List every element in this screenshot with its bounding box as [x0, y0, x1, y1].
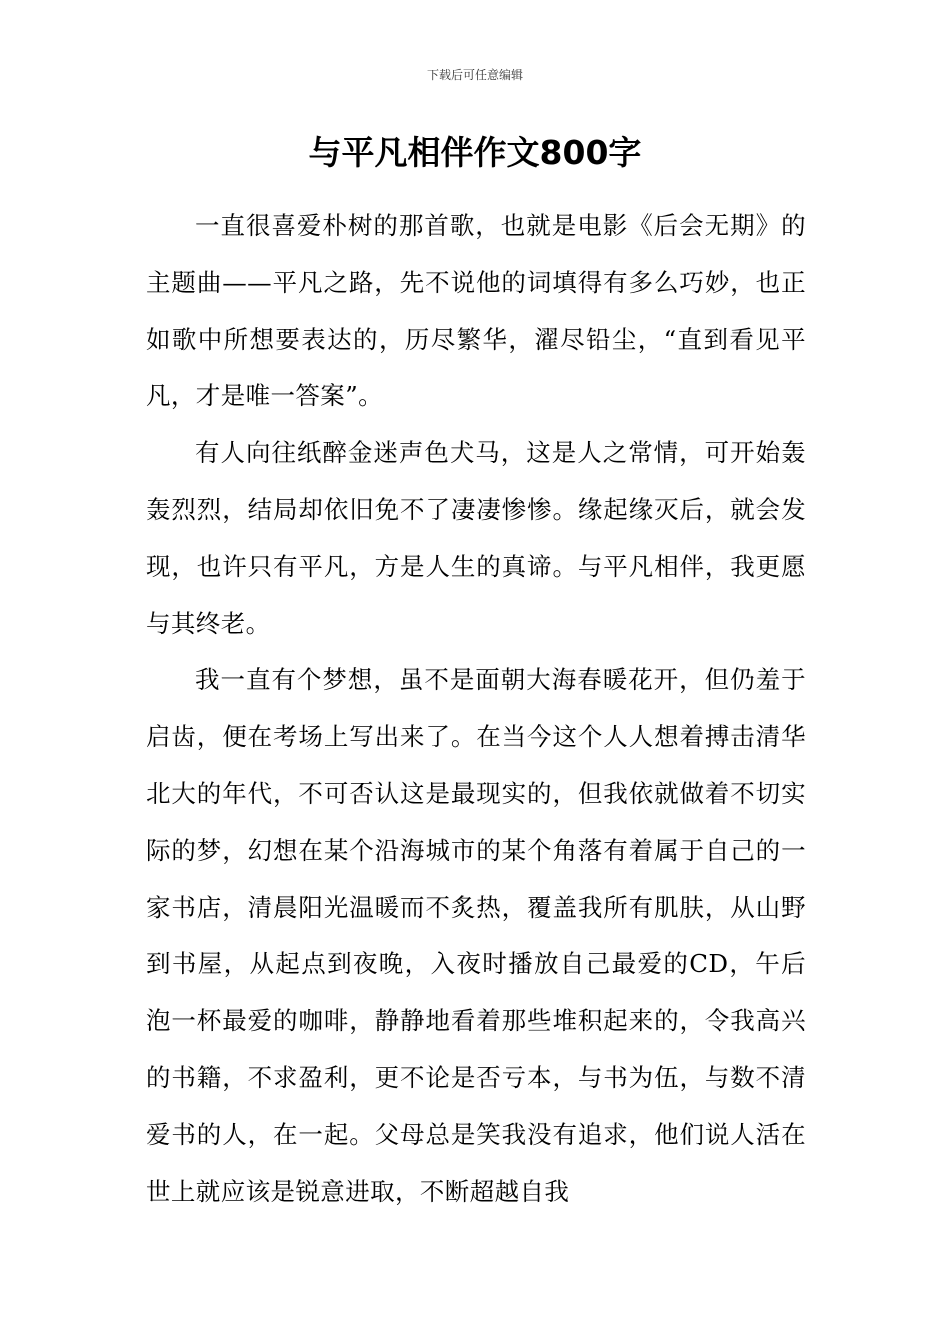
page-title: 与平凡相伴作文800字: [308, 133, 642, 172]
paragraph-1: 一直很喜爱朴树的那首歌，也就是电影《后会无期》的主题曲——平凡之路，先不说他的词填得有多么巧妙，也正如歌中所想要表达的，历尽繁华，濯尽铅尘，“直到看见平凡，才是唯一答案”。: [146, 211, 806, 411]
paragraph-2: 有人向往纸醉金迷声色犬马，这是人之常情，可开始轰轰烈烈，结局却依旧免不了凄凄惨惨。缘起缘灭后，就会发现，也许只有平凡，方是人生的真谛。与平凡相伴，我更愿与其终老。: [146, 438, 806, 638]
paragraph-3: 我一直有个梦想，虽不是面朝大海春暖花开，但仍羞于启齿，便在考场上写出来了。在当今这个人人想着搏击清华北大的年代，不可否认这是最现实的，但我依就做着不切实际的梦，幻想在某个沿海城市的某个角落有着属于自己的一家书店，清晨阳光温暖而不炙热，覆盖我所有肌肤，从山野到书屋，从起点到夜晚，入夜时播放自己最爱的CD，午后泡一杯最爱的咖啡，静静地看着那些堆积起来的，令我高兴的书籍，不求盈利，更不论是否亏本，与书为伍，与数不清爱书的人，在一起。父母总是笑我没有追求，他们说人活在世上就应该是锐意进取，不断超越自我: [146, 665, 806, 1206]
essay-body: [146, 198, 806, 1220]
header-note: 下载后可任意编辑: [426, 68, 523, 82]
